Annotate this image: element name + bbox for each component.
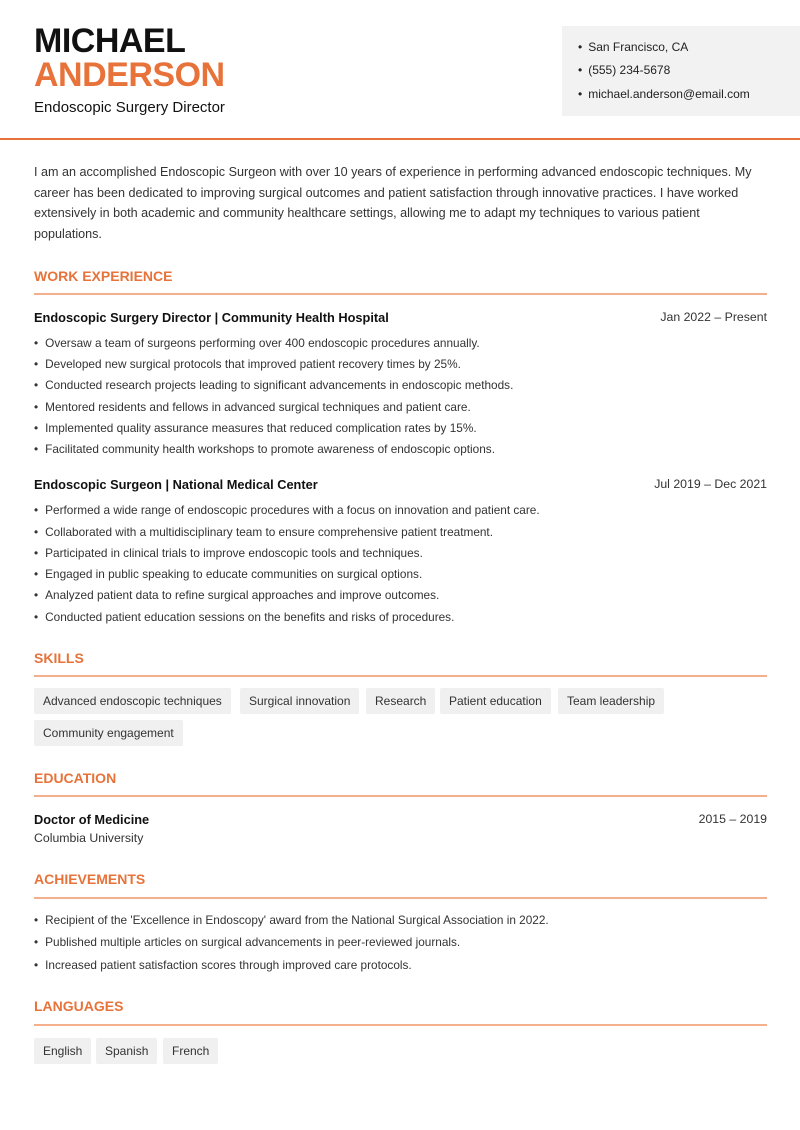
section-divider	[34, 897, 767, 899]
list-item: • Published multiple articles on surgical advancements in peer-reviewed journals.	[34, 935, 460, 949]
section-divider	[34, 293, 767, 295]
list-item: • Facilitated community health workshops to promote awareness of endoscopic options.	[34, 442, 495, 456]
list-item: • Recipient of the 'Excellence in Endoscopy' award from the National Surgical Association in 2022.	[34, 913, 549, 927]
job-heading: Endoscopic Surgery Director | Community Health Hospital	[34, 310, 389, 325]
list-item: • Mentored residents and fellows in advanced surgical techniques and patient care.	[34, 400, 471, 414]
language-chip: Spanish	[96, 1038, 157, 1064]
contact-box	[562, 26, 800, 116]
education-dates: 2015 – 2019	[698, 812, 767, 826]
section-title-skills: SKILLS	[34, 650, 84, 666]
list-item: • Collaborated with a multidisciplinary team to ensure comprehensive patient treatment.	[34, 525, 493, 539]
list-item: • Performed a wide range of endoscopic procedures with a focus on innovation and patient care.	[34, 503, 540, 517]
job-dates: Jul 2019 – Dec 2021	[654, 477, 767, 491]
list-item: • Oversaw a team of surgeons performing over 400 endoscopic procedures annually.	[34, 336, 480, 350]
list-item: • Conducted patient education sessions on the benefits and risks of procedures.	[34, 610, 454, 624]
list-item: • Analyzed patient data to refine surgical approaches and improve outcomes.	[34, 588, 439, 602]
education-degree: Doctor of Medicine	[34, 812, 150, 827]
contact-email: • michael.anderson@email.com	[578, 87, 750, 101]
skill-chip: Research	[366, 688, 435, 714]
list-item: • Engaged in public speaking to educate communities on surgical options.	[34, 567, 422, 581]
section-title-education: EDUCATION	[34, 770, 117, 786]
language-chip: French	[163, 1038, 218, 1064]
skill-chip: Surgical innovation	[240, 688, 359, 714]
skill-chip: Community engagement	[34, 720, 183, 746]
skill-chip: Team leadership	[558, 688, 664, 714]
first-name: MICHAEL	[34, 22, 186, 60]
contact-phone: • (555) 234-5678	[578, 63, 670, 77]
section-divider	[34, 675, 767, 677]
skill-chip: Patient education	[440, 688, 551, 714]
list-item: • Implemented quality assurance measures that reduced complication rates by 15%.	[34, 421, 477, 435]
skill-chip: Advanced endoscopic techniques	[34, 688, 231, 714]
contact-location: • San Francisco, CA	[578, 40, 688, 54]
language-chip: English	[34, 1038, 91, 1064]
list-item: • Participated in clinical trials to improve endoscopic tools and techniques.	[34, 546, 423, 560]
list-item: • Conducted research projects leading to significant advancements in endoscopic methods.	[34, 378, 513, 392]
resume-header	[0, 0, 800, 140]
job-dates: Jan 2022 – Present	[660, 310, 767, 324]
section-divider	[34, 1024, 767, 1026]
section-title-work: WORK EXPERIENCE	[34, 268, 173, 284]
section-title-languages: LANGUAGES	[34, 998, 124, 1014]
section-divider	[34, 795, 767, 797]
education-school: Columbia University	[34, 831, 144, 845]
job-heading: Endoscopic Surgeon | National Medical Center	[34, 477, 318, 492]
job-title: Endoscopic Surgery Director	[34, 99, 225, 116]
list-item: • Increased patient satisfaction scores through improved care protocols.	[34, 958, 412, 972]
section-title-achievements: ACHIEVEMENTS	[34, 871, 146, 887]
summary-text: I am an accomplished Endoscopic Surgeon with over 10 years of experience in performing advanced endoscopic techniques. My career has been dedicated to improving surgical outcomes and patient satisfaction through innovative practices. I have worked extensively in both academic and community healthcare settings, allowing me to adapt my techniques to various patient populations.	[34, 165, 752, 242]
list-item: • Developed new surgical protocols that improved patient recovery times by 25%.	[34, 357, 461, 371]
last-name: ANDERSON	[34, 56, 225, 94]
